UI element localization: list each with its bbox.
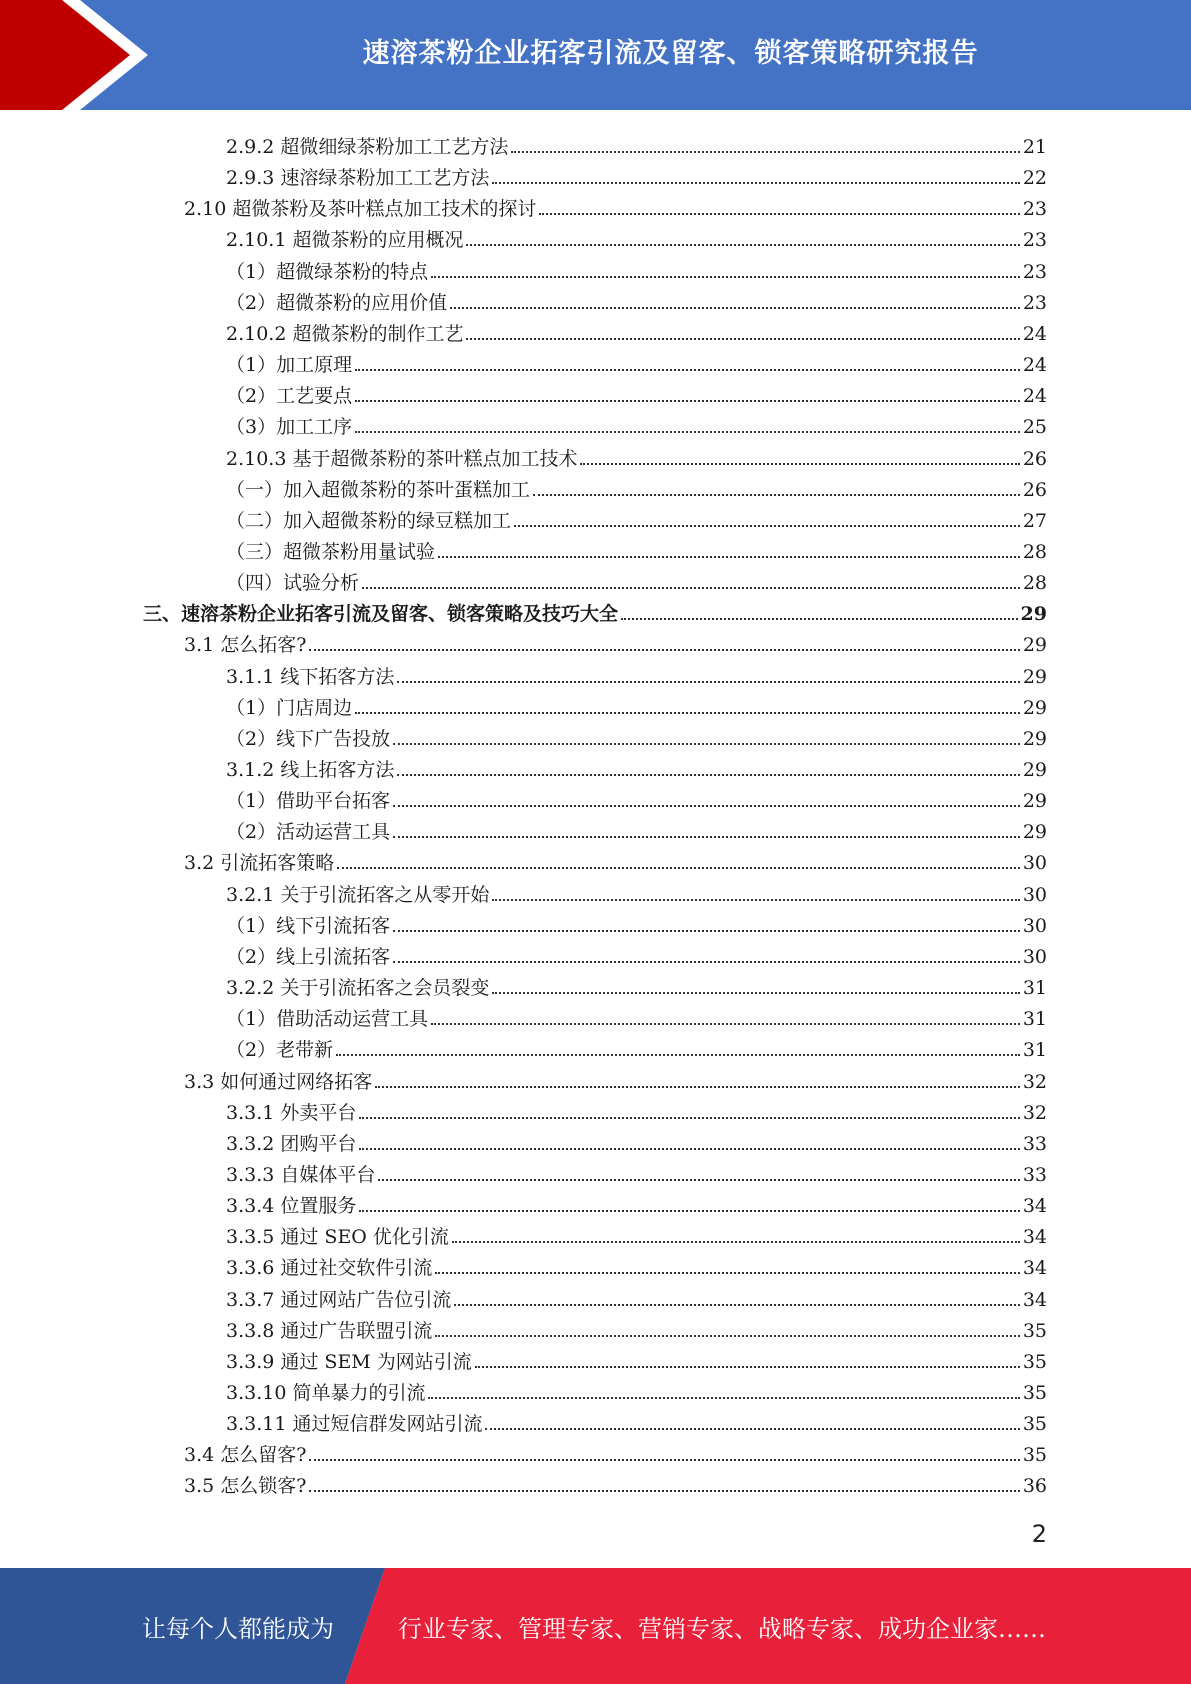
- toc-dot-leader: [454, 1304, 1019, 1306]
- toc-entry[interactable]: [226, 812, 1047, 843]
- toc-entry[interactable]: [226, 1186, 1047, 1217]
- toc-entry-title: （2）工艺要点: [226, 385, 353, 408]
- toc-entry-page: 26: [1022, 447, 1047, 470]
- toc-entry[interactable]: [226, 1342, 1047, 1373]
- toc-entry-title: （2）老带新: [226, 1039, 334, 1062]
- toc-entry-page: 34: [1022, 1195, 1047, 1218]
- toc-entry-page: 34: [1022, 1288, 1047, 1311]
- toc-entry-title: 2.9.3 速溶绿茶粉加工工艺方法: [226, 167, 490, 190]
- toc-dot-leader: [359, 1210, 1019, 1212]
- toc-entry-title: （2）线下广告投放: [226, 727, 391, 750]
- toc-entry-title: （一）加入超微茶粉的茶叶蛋糕加工: [226, 478, 531, 501]
- toc-entry-page: 29: [1022, 665, 1047, 688]
- toc-dot-leader: [431, 276, 1020, 278]
- toc-dot-leader: [539, 213, 1019, 215]
- toc-dot-leader: [450, 307, 1020, 309]
- toc-entry[interactable]: [226, 314, 1047, 345]
- toc-entry[interactable]: [226, 376, 1047, 407]
- toc-entry-page: 29: [1022, 790, 1047, 813]
- toc-dot-leader: [475, 1366, 1020, 1368]
- toc-entry-page: 30: [1022, 883, 1047, 906]
- toc-entry[interactable]: [184, 843, 1047, 874]
- toc-entry-page: 24: [1022, 322, 1047, 345]
- toc-entry[interactable]: [226, 999, 1047, 1030]
- toc-dot-leader: [393, 961, 1020, 963]
- toc-dot-leader: [355, 431, 1020, 433]
- toc-entry[interactable]: [226, 563, 1047, 594]
- toc-entry-page: 32: [1022, 1070, 1047, 1093]
- toc-entry[interactable]: [184, 625, 1047, 656]
- toc-entry-title: （1）门店周边: [226, 696, 353, 719]
- toc-dot-leader: [511, 151, 1019, 153]
- toc-dot-leader: [492, 899, 1019, 901]
- toc-entry-title: （四）试验分析: [226, 572, 360, 595]
- toc-dot-leader: [466, 244, 1019, 246]
- toc-entry-page: 31: [1022, 1039, 1047, 1062]
- toc-dot-leader: [375, 1086, 1020, 1088]
- toc-entry[interactable]: [226, 283, 1047, 314]
- toc-entry-page: 28: [1022, 572, 1047, 595]
- toc-entry-page: 34: [1022, 1257, 1047, 1280]
- toc-entry-page: 28: [1022, 540, 1047, 563]
- toc-dot-leader: [336, 1054, 1020, 1056]
- toc-dot-leader: [355, 712, 1020, 714]
- toc-dot-leader: [378, 1179, 1019, 1181]
- toc-entry-page: 35: [1022, 1382, 1047, 1404]
- toc-entry-title: （1）线下引流拓客: [226, 914, 391, 937]
- toc-entry-title: 3.3.8 通过广告联盟引流: [226, 1319, 433, 1342]
- toc-entry[interactable]: [226, 719, 1047, 750]
- toc-dot-leader: [466, 338, 1019, 340]
- toc-entry[interactable]: [226, 1373, 1047, 1404]
- toc-entry-title: 3.3.6 通过社交软件引流: [226, 1257, 433, 1280]
- toc-entry[interactable]: [226, 1248, 1047, 1279]
- toc-entry[interactable]: [226, 1404, 1047, 1435]
- toc-entry[interactable]: [226, 781, 1047, 812]
- toc-entry-title: 3.3 如何通过网络拓客: [184, 1070, 373, 1093]
- toc-dot-leader: [492, 182, 1019, 184]
- toc-dot-leader: [428, 1397, 1019, 1399]
- toc-entry-title: （2）线上引流拓客: [226, 945, 391, 968]
- toc-entry[interactable]: [184, 1062, 1047, 1093]
- toc-entry-page: 29: [1022, 696, 1047, 719]
- page-footer: [0, 1568, 1191, 1684]
- toc-entry-page: 34: [1022, 1226, 1047, 1249]
- toc-entry-title: （三）超微茶粉用量试验: [226, 540, 436, 563]
- toc-entry-title: 3.3.11 通过短信群发网站引流: [226, 1413, 483, 1436]
- toc-entry[interactable]: [226, 875, 1047, 906]
- toc-entry-page: 30: [1022, 914, 1047, 937]
- toc-dot-leader: [452, 1241, 1020, 1243]
- toc-dot-leader: [397, 681, 1019, 683]
- toc-entry[interactable]: [226, 937, 1047, 968]
- toc-entry-title: 3.3.5 通过 SEO 优化引流: [226, 1226, 449, 1249]
- toc-entry-page: 25: [1022, 416, 1047, 439]
- toc-entry-page: 35: [1022, 1319, 1047, 1342]
- toc-entry-title: （1）加工原理: [226, 354, 353, 377]
- toc-dot-leader: [485, 1428, 1019, 1430]
- footer-slogan-right: 行业专家、管理专家、营销专家、战略专家、成功企业家……: [398, 1614, 1046, 1643]
- toc-entry[interactable]: [226, 345, 1047, 376]
- toc-entry-title: 三、速溶茶粉企业拓客引流及留客、锁客策略及技巧大全: [143, 603, 619, 626]
- toc-entry-title: 3.1.2 线上拓客方法: [226, 759, 395, 781]
- toc-entry-title: （1）借助平台拓客: [226, 790, 391, 813]
- toc-entry-page: 22: [1022, 167, 1047, 190]
- toc-entry[interactable]: [226, 127, 1047, 158]
- toc-entry[interactable]: [143, 594, 1047, 625]
- toc-dot-leader: [621, 618, 1018, 620]
- toc-dot-leader: [393, 836, 1020, 838]
- toc-entry-page: 23: [1022, 260, 1047, 283]
- toc-entry-title: 3.3.10 简单暴力的引流: [226, 1382, 426, 1404]
- toc-dot-leader: [431, 1023, 1020, 1025]
- toc-entry-page: 24: [1022, 354, 1047, 377]
- toc-entry[interactable]: [226, 407, 1047, 438]
- toc-entry-title: 3.3.7 通过网站广告位引流: [226, 1288, 452, 1311]
- toc-entry[interactable]: [226, 1217, 1047, 1248]
- toc-entry[interactable]: [226, 1030, 1047, 1061]
- toc-dot-leader: [359, 1117, 1019, 1119]
- toc-entry[interactable]: [226, 1280, 1047, 1311]
- toc-entry-page: 35: [1022, 1350, 1047, 1373]
- toc-dot-leader: [337, 867, 1020, 869]
- toc-entry[interactable]: [184, 1466, 1047, 1497]
- toc-entry-title: 3.2 引流拓客策略: [184, 852, 335, 875]
- toc-entry-title: 3.2.1 关于引流拓客之从零开始: [226, 883, 490, 906]
- toc-entry[interactable]: [226, 470, 1047, 501]
- toc-entry-page: 35: [1022, 1413, 1047, 1436]
- toc-entry[interactable]: [226, 501, 1047, 532]
- toc-entry-page: 30: [1022, 852, 1047, 875]
- toc-dot-leader: [309, 1459, 1019, 1461]
- toc-entry-title: 3.4 怎么留客?: [184, 1444, 307, 1467]
- toc-entry-title: （二）加入超微茶粉的绿豆糕加工: [226, 509, 512, 532]
- toc-entry-title: 3.3.4 位置服务: [226, 1195, 357, 1218]
- toc-entry-title: 3.3.9 通过 SEM 为网站引流: [226, 1350, 472, 1373]
- toc-entry[interactable]: [226, 1093, 1047, 1124]
- toc-entry[interactable]: [226, 657, 1047, 688]
- toc-entry-title: 3.3.2 团购平台: [226, 1132, 357, 1155]
- toc-entry-page: 31: [1022, 1008, 1047, 1031]
- toc-entry-title: 3.1 怎么拓客?: [184, 634, 307, 657]
- toc-entry-page: 26: [1022, 478, 1047, 501]
- toc-entry-page: 27: [1022, 509, 1047, 532]
- toc-entry-page: 29: [1022, 821, 1047, 844]
- toc-entry-page: 31: [1022, 977, 1047, 1000]
- toc-dot-leader: [355, 369, 1020, 371]
- toc-entry-page: 32: [1022, 1101, 1047, 1124]
- toc-entry[interactable]: [226, 1311, 1047, 1342]
- toc-entry-title: 3.5 怎么锁客?: [184, 1475, 307, 1498]
- toc-entry[interactable]: [226, 1124, 1047, 1155]
- toc-entry[interactable]: [226, 439, 1047, 470]
- toc-entry[interactable]: [226, 532, 1047, 563]
- toc-entry[interactable]: [184, 189, 1047, 220]
- toc-entry-page: 29: [1022, 727, 1047, 750]
- toc-entry[interactable]: [184, 1435, 1047, 1466]
- toc-dot-leader: [393, 743, 1020, 745]
- toc-entry-title: 3.3.3 自媒体平台: [226, 1163, 376, 1186]
- toc-entry-page: 23: [1022, 229, 1047, 252]
- toc-dot-leader: [359, 1148, 1019, 1150]
- report-title: 速溶茶粉企业拓客引流及留客、锁客策略研究报告: [362, 37, 979, 69]
- toc-entry-page: 23: [1022, 291, 1047, 314]
- toc-entry-page: 23: [1022, 198, 1047, 221]
- toc-entry[interactable]: [226, 158, 1047, 189]
- toc-entry-page: 33: [1022, 1132, 1047, 1155]
- toc-entry[interactable]: [226, 1155, 1047, 1186]
- toc-dot-leader: [435, 1335, 1019, 1337]
- toc-entry-title: 2.10.2 超微茶粉的制作工艺: [226, 322, 464, 345]
- toc-entry[interactable]: [226, 906, 1047, 937]
- toc-entry[interactable]: [226, 968, 1047, 999]
- toc-entry-title: （1）超微绿茶粉的特点: [226, 260, 429, 283]
- toc-entry-title: 3.1.1 线下拓客方法: [226, 665, 395, 688]
- toc-entry-page: 29: [1022, 759, 1047, 781]
- toc-entry-page: 30: [1022, 945, 1047, 968]
- toc-dot-leader: [393, 805, 1020, 807]
- toc-dot-leader: [355, 400, 1020, 402]
- toc-dot-leader: [438, 556, 1020, 558]
- toc-dot-leader: [492, 992, 1019, 994]
- toc-entry-page: 36: [1022, 1475, 1047, 1498]
- toc-entry-page: 24: [1022, 385, 1047, 408]
- toc-dot-leader: [397, 774, 1019, 776]
- toc-dot-leader: [435, 1272, 1019, 1274]
- toc-dot-leader: [309, 1490, 1019, 1492]
- toc-entry-title: （2）活动运营工具: [226, 821, 391, 844]
- toc-dot-leader: [580, 463, 1019, 465]
- toc-entry-page: 29: [1020, 603, 1047, 626]
- toc-entry[interactable]: [226, 220, 1047, 251]
- toc-entry-page: 21: [1022, 136, 1047, 158]
- toc-entry-page: 29: [1022, 634, 1047, 657]
- toc-dot-leader: [514, 525, 1020, 527]
- toc-dot-leader: [309, 649, 1019, 651]
- page-header: [0, 0, 1191, 110]
- toc-entry-title: （3）加工工序: [226, 416, 353, 439]
- toc-entry-title: （1）借助活动运营工具: [226, 1008, 429, 1031]
- toc-entry-page: 35: [1022, 1444, 1047, 1467]
- toc-entry-title: 2.10 超微茶粉及茶叶糕点加工技术的探讨: [184, 198, 537, 221]
- footer-slogan-left: 让每个人都能成为: [142, 1614, 334, 1643]
- toc-entry-title: （2）超微茶粉的应用价值: [226, 291, 448, 314]
- toc-dot-leader: [393, 930, 1020, 932]
- toc-entry[interactable]: [226, 252, 1047, 283]
- toc-entry-title: 3.2.2 关于引流拓客之会员裂变: [226, 977, 490, 1000]
- toc-entry-title: 3.3.1 外卖平台: [226, 1101, 357, 1124]
- toc-entry[interactable]: [226, 750, 1047, 781]
- toc-entry-title: 2.9.2 超微细绿茶粉加工工艺方法: [226, 136, 509, 158]
- toc-entry-title: 2.10.1 超微茶粉的应用概况: [226, 229, 464, 252]
- toc-dot-leader: [362, 587, 1020, 589]
- toc-entry-page: 33: [1022, 1163, 1047, 1186]
- toc-dot-leader: [533, 494, 1020, 496]
- toc-entry[interactable]: [226, 688, 1047, 719]
- page-number: 2: [1031, 1520, 1047, 1548]
- toc-entry-title: 2.10.3 基于超微茶粉的茶叶糕点加工技术: [226, 447, 578, 470]
